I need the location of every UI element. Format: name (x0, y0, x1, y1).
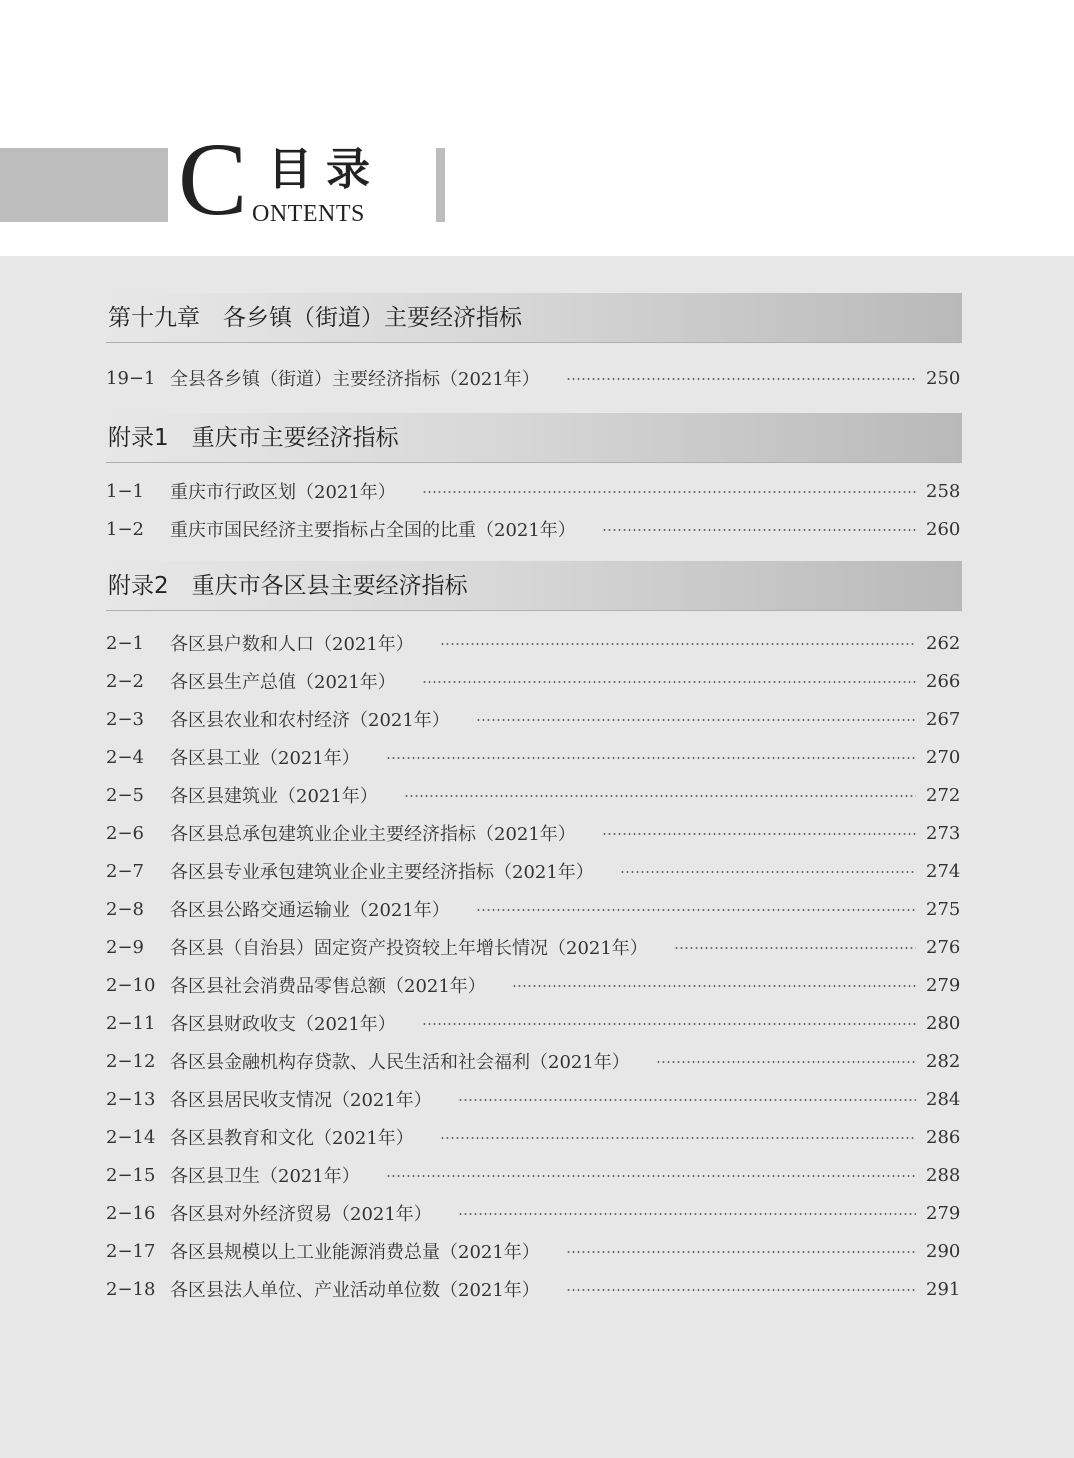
entry-page: 290 (926, 1240, 961, 1262)
entry-number: 2−1 (106, 632, 144, 654)
entry-number: 2−2 (106, 670, 144, 692)
entry-number: 19−1 (106, 367, 156, 389)
entry-title: 全县各乡镇（街道）主要经济指标（2021年） (170, 369, 540, 390)
dot-leader (674, 947, 916, 949)
entry-page: 284 (926, 1088, 961, 1110)
toc-entry[interactable] (106, 820, 960, 846)
entry-page: 270 (926, 746, 961, 768)
page-title-english: ONTENTS (252, 201, 365, 227)
entry-number: 2−15 (106, 1164, 156, 1186)
entry-number: 2−13 (106, 1088, 156, 1110)
dot-leader (404, 795, 916, 797)
entry-number: 2−18 (106, 1278, 156, 1300)
entry-title: 各区县公路交通运输业（2021年） (170, 900, 450, 921)
entry-number: 2−14 (106, 1126, 156, 1148)
entry-title: 重庆市国民经济主要指标占全国的比重（2021年） (170, 520, 576, 541)
dot-leader (566, 1289, 916, 1291)
entry-page: 275 (926, 898, 961, 920)
toc-entry[interactable] (106, 365, 960, 391)
dot-leader (512, 985, 916, 987)
entry-page: 272 (926, 784, 961, 806)
entry-number: 2−4 (106, 746, 144, 768)
toc-entry[interactable] (106, 706, 960, 732)
entry-number: 2−5 (106, 784, 144, 806)
toc-entry[interactable] (106, 934, 960, 960)
dot-leader (458, 1099, 916, 1101)
dot-leader (602, 529, 916, 531)
toc-entry[interactable] (106, 1162, 960, 1188)
toc-entry[interactable] (106, 1086, 960, 1112)
toc-section-header (106, 293, 962, 343)
dot-leader (656, 1061, 916, 1063)
entry-page: 260 (926, 518, 961, 540)
entry-number: 2−6 (106, 822, 144, 844)
entry-page: 276 (926, 936, 961, 958)
toc-entry[interactable] (106, 630, 960, 656)
header-divider (436, 148, 445, 222)
entry-title: 各区县法人单位、产业活动单位数（2021年） (170, 1280, 540, 1301)
entry-number: 2−17 (106, 1240, 156, 1262)
entry-title: 各区县专业承包建筑业企业主要经济指标（2021年） (170, 862, 594, 883)
dot-leader (620, 871, 916, 873)
entry-page: 291 (926, 1278, 961, 1300)
dot-leader (422, 681, 916, 683)
entry-page: 250 (926, 367, 961, 389)
dot-leader (386, 757, 916, 759)
toc-entry[interactable] (106, 896, 960, 922)
dot-leader (566, 378, 916, 380)
entry-title: 各区县生产总值（2021年） (170, 672, 396, 693)
entry-number: 2−11 (106, 1012, 156, 1034)
entry-title: 各区县规模以上工业能源消费总量（2021年） (170, 1242, 540, 1263)
entry-number: 2−3 (106, 708, 144, 730)
entry-page: 286 (926, 1126, 961, 1148)
toc-entry[interactable] (106, 1200, 960, 1226)
entry-title: 各区县户数和人口（2021年） (170, 634, 414, 655)
toc-entry[interactable] (106, 478, 960, 504)
entry-number: 1−2 (106, 518, 144, 540)
entry-number: 2−10 (106, 974, 156, 996)
entry-page: 282 (926, 1050, 961, 1072)
entry-number: 1−1 (106, 480, 144, 502)
toc-section-header (106, 561, 962, 611)
toc-entry[interactable] (106, 1124, 960, 1150)
entry-page: 279 (926, 1202, 961, 1224)
toc-entry[interactable] (106, 1238, 960, 1264)
entry-page: 288 (926, 1164, 961, 1186)
toc-section-header (106, 413, 962, 463)
dot-leader (440, 643, 916, 645)
toc-entry[interactable] (106, 972, 960, 998)
entry-page: 279 (926, 974, 961, 996)
entry-title: 重庆市行政区划（2021年） (170, 482, 396, 503)
entry-page: 280 (926, 1012, 961, 1034)
entry-page: 273 (926, 822, 961, 844)
entry-page: 262 (926, 632, 961, 654)
entry-title: 各区县农业和农村经济（2021年） (170, 710, 450, 731)
dot-leader (476, 909, 916, 911)
toc-entry[interactable] (106, 744, 960, 770)
entry-title: 各区县教育和文化（2021年） (170, 1128, 414, 1149)
dot-leader (566, 1251, 916, 1253)
entry-title: 各区县金融机构存贷款、人民生活和社会福利（2021年） (170, 1052, 630, 1073)
toc-entry[interactable] (106, 668, 960, 694)
page-title: 目录 (268, 144, 384, 195)
entry-number: 2−12 (106, 1050, 156, 1072)
header-gray-bar (0, 148, 168, 222)
toc-entry[interactable] (106, 782, 960, 808)
entry-title: 各区县对外经济贸易（2021年） (170, 1204, 432, 1225)
toc-entry[interactable] (106, 1276, 960, 1302)
dot-leader (386, 1175, 916, 1177)
contents-initial-letter: C (178, 122, 248, 237)
toc-entry[interactable] (106, 858, 960, 884)
entry-title: 各区县居民收支情况（2021年） (170, 1090, 432, 1111)
entry-title: 各区县总承包建筑业企业主要经济指标（2021年） (170, 824, 576, 845)
section-title: 附录2 重庆市各区县主要经济指标 (108, 573, 468, 599)
entry-title: 各区县卫生（2021年） (170, 1166, 360, 1187)
entry-page: 274 (926, 860, 961, 882)
section-title: 第十九章 各乡镇（街道）主要经济指标 (108, 305, 522, 331)
entry-number: 2−8 (106, 898, 144, 920)
section-title: 附录1 重庆市主要经济指标 (108, 425, 399, 451)
toc-entry[interactable] (106, 1010, 960, 1036)
dot-leader (602, 833, 916, 835)
entry-number: 2−7 (106, 860, 144, 882)
toc-entry[interactable] (106, 516, 960, 542)
entry-page: 267 (926, 708, 961, 730)
dot-leader (440, 1137, 916, 1139)
entry-title: 各区县财政收支（2021年） (170, 1014, 396, 1035)
entry-title: 各区县工业（2021年） (170, 748, 360, 769)
entry-number: 2−16 (106, 1202, 156, 1224)
dot-leader (458, 1213, 916, 1215)
entry-title: 各区县建筑业（2021年） (170, 786, 378, 807)
entry-number: 2−9 (106, 936, 144, 958)
entry-page: 266 (926, 670, 961, 692)
entry-title: 各区县社会消费品零售总额（2021年） (170, 976, 486, 997)
entry-title: 各区县（自治县）固定资产投资较上年增长情况（2021年） (170, 938, 648, 959)
dot-leader (422, 1023, 916, 1025)
entry-page: 258 (926, 480, 961, 502)
toc-entry[interactable] (106, 1048, 960, 1074)
page-header (0, 0, 1074, 256)
dot-leader (476, 719, 916, 721)
dot-leader (422, 491, 916, 493)
